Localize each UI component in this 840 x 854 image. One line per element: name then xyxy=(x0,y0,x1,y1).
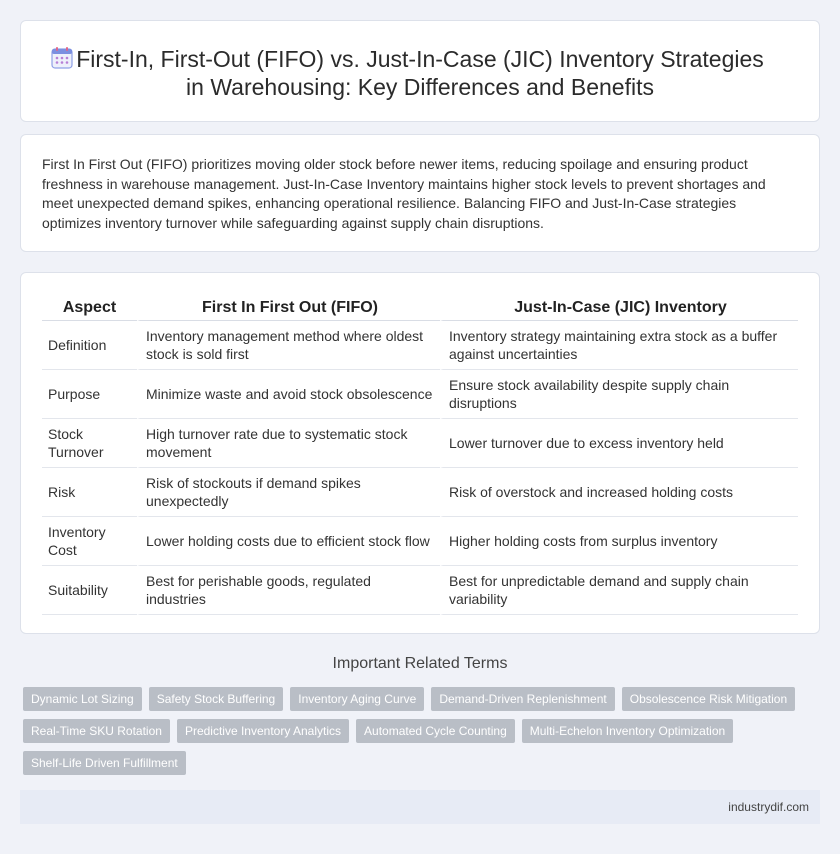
related-term-tag[interactable]: Dynamic Lot Sizing xyxy=(23,687,142,711)
title-card xyxy=(20,20,820,122)
related-term-tag[interactable]: Shelf-Life Driven Fulfillment xyxy=(23,751,186,775)
related-term-tag[interactable]: Automated Cycle Counting xyxy=(356,719,515,743)
table-row xyxy=(42,566,798,615)
header-jic: Just-In-Case (JIC) Inventory xyxy=(440,295,798,321)
table-row xyxy=(42,370,798,419)
cell-aspect: Purpose xyxy=(42,370,137,419)
intro-paragraph: First In First Out (FIFO) prioritizes moving older stock before newer items, reducing spoilage and ensuring product freshness in warehouse management. Just-In-Case Inventory maintains higher stock levels to prevent shortages and meet unexpected demand spikes, enhancing operational resilience. Balancing FIFO and Just-In-Case strategies optimizes inventory turnover while safeguarding against supply chain disruptions. xyxy=(42,156,766,231)
table-row xyxy=(42,468,798,517)
page-title-line-1: First-In, First-Out (FIFO) vs. Just-In-Case (JIC) Inventory Strategies xyxy=(76,46,764,72)
footer xyxy=(20,790,820,824)
table-row xyxy=(42,517,798,566)
related-term-tag[interactable]: Obsolescence Risk Mitigation xyxy=(622,687,795,711)
table-header-row xyxy=(42,295,798,321)
cell-fifo: Minimize waste and avoid stock obsolescence xyxy=(137,370,440,419)
comparison-card xyxy=(20,272,820,634)
intro-card xyxy=(20,134,820,252)
cell-jic: Ensure stock availability despite supply chain disruptions xyxy=(440,370,798,419)
cell-fifo: Best for perishable goods, regulated industries xyxy=(137,566,440,615)
related-term-tag[interactable]: Demand-Driven Replenishment xyxy=(431,687,614,711)
comparison-table xyxy=(42,295,798,615)
cell-jic: Risk of overstock and increased holding costs xyxy=(440,468,798,517)
cell-aspect: Suitability xyxy=(42,566,137,615)
cell-aspect: Stock Turnover xyxy=(42,419,137,468)
header-aspect: Aspect xyxy=(42,295,137,321)
table-row xyxy=(42,419,798,468)
related-terms-title: Important Related Terms xyxy=(332,655,508,672)
related-term-tag[interactable]: Real-Time SKU Rotation xyxy=(23,719,170,743)
cell-aspect: Risk xyxy=(42,468,137,517)
cell-jic: Lower turnover due to excess inventory held xyxy=(440,419,798,468)
cell-aspect: Definition xyxy=(42,321,137,370)
related-term-tag[interactable]: Safety Stock Buffering xyxy=(149,687,284,711)
related-terms-list xyxy=(23,687,803,775)
related-term-tag[interactable]: Predictive Inventory Analytics xyxy=(177,719,349,743)
cell-fifo: Lower holding costs due to efficient stock flow xyxy=(137,517,440,566)
cell-fifo: High turnover rate due to systematic stock movement xyxy=(137,419,440,468)
page-title-line-2: in Warehousing: Key Differences and Benefits xyxy=(186,74,654,100)
related-term-tag[interactable]: Multi-Echelon Inventory Optimization xyxy=(522,719,733,743)
cell-aspect: Inventory Cost xyxy=(42,517,137,566)
footer-site-link[interactable]: industrydif.com xyxy=(728,800,809,814)
cell-jic: Inventory strategy maintaining extra stock as a buffer against uncertainties xyxy=(440,321,798,370)
page-title xyxy=(21,45,819,101)
table-row xyxy=(42,321,798,370)
cell-fifo: Inventory management method where oldest stock is sold first xyxy=(137,321,440,370)
header-fifo: First In First Out (FIFO) xyxy=(137,295,440,321)
cell-jic: Best for unpredictable demand and supply chain variability xyxy=(440,566,798,615)
cell-fifo: Risk of stockouts if demand spikes unexpectedly xyxy=(137,468,440,517)
cell-jic: Higher holding costs from surplus inventory xyxy=(440,517,798,566)
related-term-tag[interactable]: Inventory Aging Curve xyxy=(290,687,424,711)
